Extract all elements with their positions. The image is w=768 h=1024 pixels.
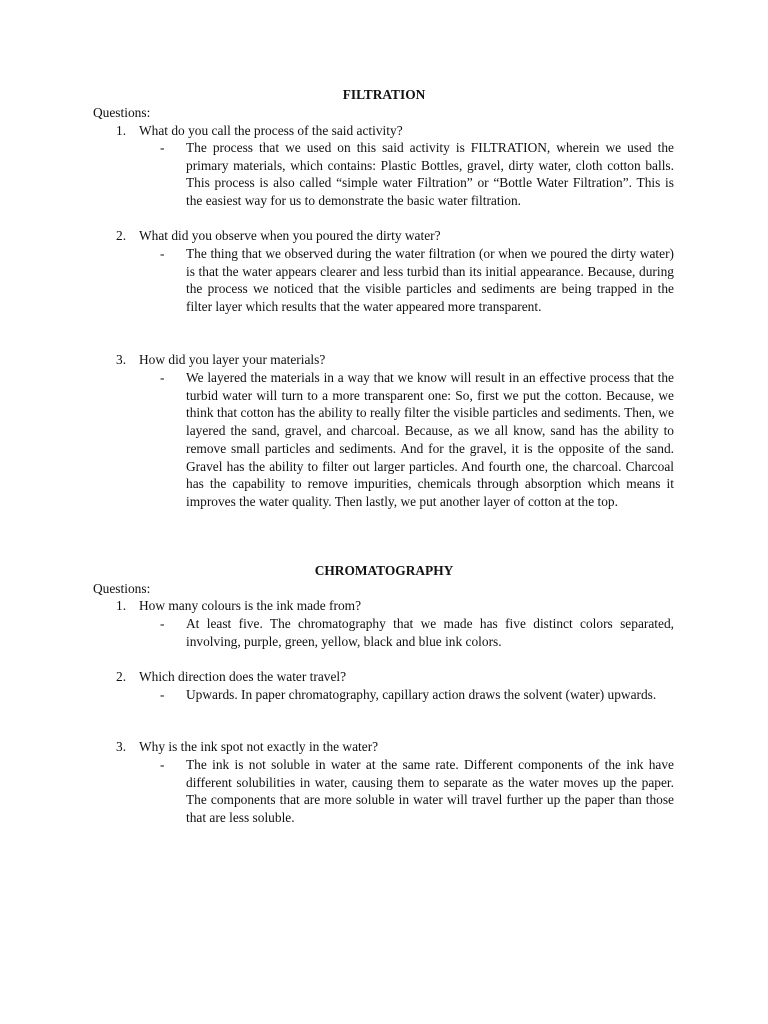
question-text: How many colours is the ink made from? [139,598,362,613]
question-number: 3. [116,739,127,754]
answer-bullet: - [160,687,165,702]
answer-text: We layered the materials in a way that we know will result in an effective process that the turbid water will turn to a more transparent one: So, first we put the cotton. Because, we think that cotton has the ability to really filter the visible particles and sediments. Then, we layered the sand, gravel, and charcoal. Because, as we all know, sand has the ability to remove small particles and sediments. And for the gravel, it is the opposite of the sand. Gravel has the ability to filter out larger particles. And fourth one, the charcoal. Charcoal has the capability to remove impurities, chemicals through absorption which means it improves the water quality. Then lastly, we put another layer of cotton at the top. [186,370,674,509]
question-number: 2. [116,669,127,684]
answer-bullet: - [160,140,165,155]
section-title-filtration: FILTRATION [342,87,426,102]
answer-text: The process that we used on this said activity is FILTRATION, wherein we used the primary materials, which contains: Plastic Bottles, gravel, dirty water, cloth cotton balls. This process is also called “simple water Filtration” or “Bottle Water Filtration”. This is the easiest way for us to demonstrate the basic water filtration. [186,140,674,209]
answer-item [160,756,674,827]
question-text: Which direction does the water travel? [139,669,347,684]
question-item [116,351,676,369]
question-item [116,122,676,140]
question-item [116,227,676,245]
question-text: What do you call the process of the said activity? [139,123,403,138]
question-item [116,668,676,686]
question-number: 3. [116,352,127,367]
questions-label: Questions: [93,581,151,596]
answer-bullet: - [160,616,165,631]
answer-text: The thing that we observed during the water filtration (or when we poured the dirty water) is that the water appears clearer and less turbid than its initial appearance. Because, during the process we noticed that the visible particles and sediments are being trapped in the filter layer which results that the water appeared more transparent. [186,246,674,315]
question-item [116,597,676,615]
question-text: What did you observe when you poured the dirty water? [139,228,441,243]
question-number: 2. [116,228,127,243]
question-text: How did you layer your materials? [139,352,326,367]
question-number: 1. [116,598,127,613]
section-title-chromatography: CHROMATOGRAPHY [314,563,454,578]
answer-bullet: - [160,370,165,385]
answer-bullet: - [160,757,165,772]
answer-text: The ink is not soluble in water at the same rate. Different components of the ink have different solubilities in water, causing them to separate as the water moves up the paper. The components that are more soluble in water will travel further up the paper than those that are less soluble. [186,757,674,826]
answer-bullet: - [160,246,165,261]
question-number: 1. [116,123,127,138]
question-text: Why is the ink spot not exactly in the water? [139,739,379,754]
answer-item [160,245,674,316]
answer-item [160,686,674,704]
answer-item [160,369,674,511]
answer-item [160,139,674,210]
answer-text: At least five. The chromatography that we made has five distinct colors separated, involving, purple, green, yellow, black and blue ink colors. [186,616,674,649]
question-item [116,738,676,756]
answer-text: Upwards. In paper chromatography, capillary action draws the solvent (water) upwards. [186,687,657,702]
questions-label: Questions: [93,105,151,120]
answer-item [160,615,674,650]
